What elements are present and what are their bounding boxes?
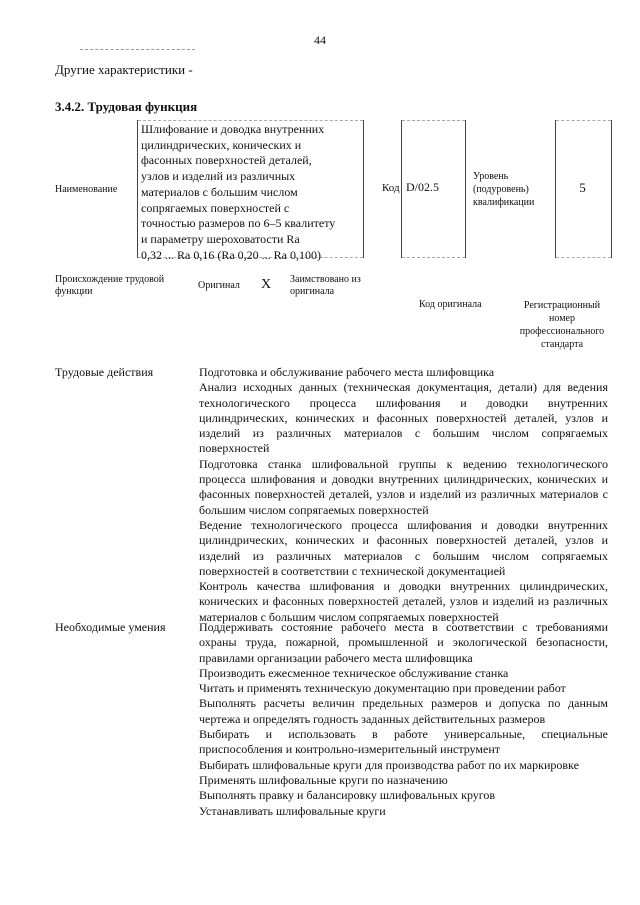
code-label: Код xyxy=(382,182,400,194)
list-item: Контроль качества шлифования и доводки внутренних цилиндрических, конических и фасонных поверхностей деталей, узлов и изделий из различных материалов с большим числом сопрягаемых поверхностей xyxy=(199,579,608,624)
labor-actions-list xyxy=(199,365,608,625)
original-mark: X xyxy=(261,277,272,292)
function-name-line: сопрягаемых поверхностей с xyxy=(141,200,290,215)
level-label-line: Уровень xyxy=(473,171,509,182)
list-item: Подготовка и обслуживание рабочего места шлифовщика xyxy=(199,365,495,379)
page-number: 44 xyxy=(314,33,326,47)
level-label-line: квалификации xyxy=(473,197,535,208)
scan-artifact-line xyxy=(80,49,195,50)
list-item: Читать и применять техническую документацию при проведении работ xyxy=(199,681,566,696)
list-item: Выполнять правку и балансировку шлифовальных кругов xyxy=(199,788,496,803)
function-name xyxy=(141,122,363,263)
original-label: Оригинал xyxy=(198,280,240,291)
function-name-line: материалов с большим числом xyxy=(141,184,298,199)
qualification-level-label xyxy=(473,170,534,209)
list-item: Применять шлифовальные круги по назначению xyxy=(199,772,448,787)
function-name-line: узлов и изделий из различных xyxy=(141,169,296,184)
other-characteristics: Другие характеристики - xyxy=(55,62,193,77)
function-name-line: 0,32 ... Ra 0,16 (Ra 0,20 ... Ra 0,100) xyxy=(141,247,321,262)
list-item: Производить ежесменное техническое обслуживание станка xyxy=(199,665,509,680)
list-item: Выбирать и использовать в работе универсальные, специальные приспособления и контрольно-измерительный инструмент xyxy=(199,727,608,757)
function-name-line: и параметру шероховатости Ra xyxy=(141,231,300,246)
section-heading: 3.4.2. Трудовая функция xyxy=(55,99,198,114)
code-original-label: Код оригинала xyxy=(419,299,482,310)
origin-label: Происхождение трудовой функции xyxy=(55,274,165,297)
required-skills-label: Необходимые умения xyxy=(55,620,166,634)
registration-number-label: Регистрационный номер профессионального стандарта xyxy=(519,300,605,350)
function-name-line: Шлифование и доводка внутренних xyxy=(141,122,325,136)
function-name-line: цилиндрических, конических и xyxy=(141,137,302,152)
name-label: Наименование xyxy=(55,184,118,195)
list-item: Поддерживать состояние рабочего места в соответствии с требованиями охраны труда, пожарной, промышленной и экологической безопасности, правилами организации рабочего места шлифовщика xyxy=(199,620,608,665)
function-name-line: точностью размеров по 6–5 квалитету xyxy=(141,216,336,231)
code-value: D/02.5 xyxy=(406,180,439,194)
qualification-level-value: 5 xyxy=(579,180,586,195)
list-item: Устанавливать шлифовальные круги xyxy=(199,803,386,818)
list-item: Выбирать шлифовальные круги для производства работ по их маркировке xyxy=(199,757,579,772)
required-skills-list xyxy=(199,620,608,819)
list-item: Ведение технологического процесса шлифования и доводки внутренних цилиндрических, конических и фасонных поверхностей деталей, узлов и изделий из различных материалов с большим числом сопрягаемых поверхностей в соответствии с технической документацией xyxy=(199,517,608,578)
list-item: Выполнять расчеты величин предельных размеров и допуска по данным чертежа и определять годность заданных действительных размеров xyxy=(199,696,608,726)
list-item: Анализ исходных данных (техническая документация, детали) для ведения технологического процесса шлифования и доводки внутренних цилиндрических, конических и фасонных поверхностей деталей, узлов и изделий из различных материалов с большим числом сопрягаемых поверхностей xyxy=(199,380,608,456)
function-name-line: фасонных поверхностей деталей, xyxy=(141,153,312,168)
level-label-line: (подуровень) xyxy=(473,184,529,195)
labor-actions-label: Трудовые действия xyxy=(55,365,154,379)
borrowed-label: Заимствовано из оригинала xyxy=(290,274,361,297)
list-item: Подготовка станка шлифовальной группы к ведению технологического процесса шлифования и доводки внутренних цилиндрических, конических и фасонных поверхностей деталей, узлов и изделий из различных материалов с большим числом сопрягаемых поверхностей xyxy=(199,456,608,517)
